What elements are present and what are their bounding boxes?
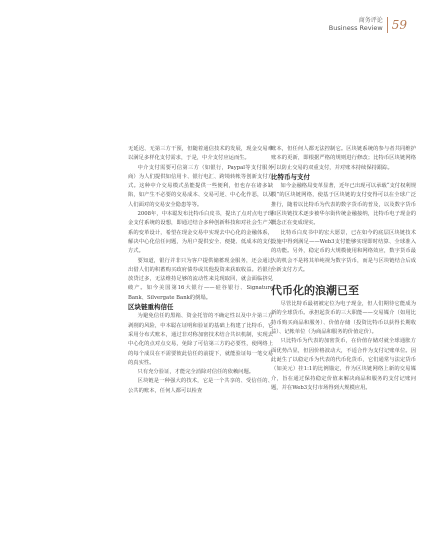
paragraph: 区块链是一种强大的技术，它是一个共享的、受信任的、公共的账本，任何人都可以检查 [128,378,273,394]
paragraph: 只有充分验证，才能完全消除对信任的依赖问题。 [137,369,255,376]
paragraph: 账本，但任何人都无法控制它。区块链系统的参与者共同维护账本的更新，即根据严格的规则进行修改；比特币区块链网络可以防止交易的双重支付，并对账本持续保持跟踪。 [271,146,416,171]
section-title: 代币化的浪潮已至 [271,284,359,298]
page-number: 59 [391,18,407,32]
page-header [329,12,407,38]
magazine-name-cn: 商务评论 [358,17,383,25]
subheading: 比特币与支付 [271,172,310,181]
paragraph: 尽管比特币最初被定位为电子现金，但人们期待它能成为新的全球货币。承担起货币的三大职能——交易媒介（如用比特币购买商品和服务）、价值存储（投资比特币以获得长期收益）、记帐单位（为商品和服务的价值定价）。 [271,301,416,336]
subheading: 区块链重构信任 [128,303,174,312]
paragraph: 中介支付需要可信第三方（如银行，Paypal等支付服务商）为人们提供如信用卡、银行电汇、跨境转帐等创新支付方式。这种中介交易模式虽能提供一些便利，但也存在诸多缺陷，如产生不必要的交易成本、交易可逆、中心化作恶，以及人们面对的交易安全隐患等等。 [128,164,273,208]
paragraph: 2008年，中本聪发布比特币白皮书，提出了点对点电子现金支付系统的设想，即通过结合多种创新科技和对社会生产关系的变革设计，希望在现金交易中实现去中心化的金融体系，解决中心化信任问题，为用户提供安全、便捷、低成本的支付方式。 [128,211,273,255]
paragraph: 如今金融格局变革显著，近年已出现可以承载“支付权利规模”的区块链网络，使基于区块链的支付变得可以在全球广泛推行，随着以比特币为代表的数字货币的普及，以及数字货币和区块链技术逐步被华尔街传统金融接纳，比特币电子现金的概念正在变成现实。 [271,183,416,227]
paragraph: 只比特币为代表的加密货币，在价值存储对就全球通胀方面优势凸显，但因价格波动大，不适合作为支付记账单位。因此诞生了以稳定币为代表的代币化货币，它们通常与法定货币（如美元）挂1:1的比例锚定，作为区块链网络上新的交易媒介，旨在通过保持稳定价值来解决商品和服务的支付记账问题，并在Web3支付市场得到大规模应用。 [271,338,416,391]
magazine-title [329,18,383,31]
right-column [271,145,416,393]
magazine-name-en: Business Review [328,23,383,32]
left-column [128,145,273,396]
header-divider [387,17,388,33]
paragraph: 无延迟、无第三方干预，但随着通信技术的发展，现金交易难以满足多样化支付需求，于是，中介支付应运而生。 [128,146,273,162]
paragraph: 比特币白皮书中的宏大愿景，已在如今的底层区块链技术设施中得到满足——Web3支付能够实现即时结算、全球准入的功能。另外，稳定币的大规模使用和网络效应，数字货币最大的机会不是将其单纯视为数字货币，而是与区块链结合后成全新支付方式。 [271,229,416,273]
paragraph: 要知道，银行并非只为客户提供储蓄现金服务，还会通过出借人们的积蓄购买政府债券或其他投资来获取收益。若银行放贷过多，无法维持足够的流动性来兑现取回，就会面临挤兑破产。如今美国第16大银行——硅谷银行、Signature Bank、Silvergate Bank的倒塌。 [128,257,273,301]
paragraph: 为避免信任的黑箱、资金托管的不确定性以及中介第三方剥削的风险，中本聪在证明和验证的基础上构建了比特币，它采用分布式账本，通过非对称加密技术结合共识机制，实现去中心化的点对点交易，免除了可信第三方的必要性，使网络上的每个成员在不需要彼此信任的前提下，就能验证每一笔交易的真实性。 [128,313,273,366]
